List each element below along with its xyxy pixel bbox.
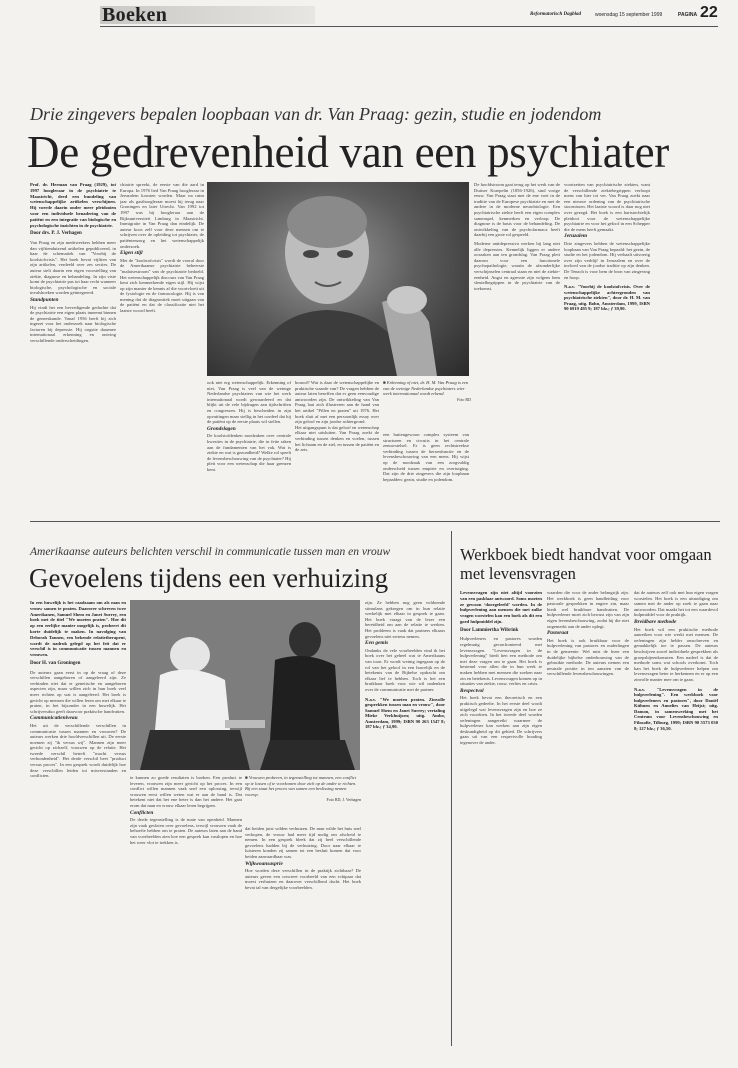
article3-body-p1b: Het boek bevat een theoretisch en een praktisch gedeelte. In het eerste deel wordt uitgelegd wat levensvragen zijn en hoe ze zich voordoen. In het tweede deel worden oefeningen aangereikt waarmee de hulpverlener kan werken aan zijn eigen deskundigheid op dit gebied. De schrijvers gaan uit van een respectvolle houding tegenover de ander. [460, 695, 542, 746]
article1-body-p2b: Met de "koolstofcrisis" wordt de vooral door de Amerikaanse psychiatrie beheerste "malaisestroom" van de psychiatrie bedoeld. Het wetenschappelijk discours van Van Praag kent zich kenmerkende eigen stijl. Hij wijst op zijn manier de kennis af die voortvloeit uit de fysiologie en de farmacologie. Hij is van mening dat de diagnostiek moet uitgaan van de patiënt en dat de classificatie niet het laatste woord heeft. [120, 257, 204, 314]
article2-caption-text: Vrouwen proberen, in tegenstelling tot mannen, een conflict op te lossen of te voorkomen door zich op de ander te richten. Bij een staat het proces van samen een beslissing nemen voorop. [245, 775, 357, 797]
article1-col1 [30, 182, 116, 512]
article1-subhead-2: Eigen stijl [120, 250, 143, 257]
article2-body-p1b: Het uit de verschillende verschillen in communicatie tussen mannen en vrouwen? De auteurs werken drie hoofdverschillen uit. De eerste noemen zij "ik versus wij". Mannen zijn meer gericht op zichzelf, vrouwen op de relatie. Het tweede verschil betreft "macht versus verbondenheid". Het derde verschil heet "product versus proces". In een gesprek wordt duidelijk hoe deze verschillen leiden tot misverstanden en conflicten. [30, 722, 126, 779]
article2-photo-credit: Foto RD, J. Verhagen [326, 797, 361, 803]
article1-kicker: Drie zingevers bepalen loopbaan van dr. Van Praag: gezin, studie en jodendom [30, 104, 602, 124]
masthead [100, 0, 718, 24]
article2-body-p2b: De derde tegenstelling is de mate van openheid. Mannen zijn vaak gesloten over gevoelens, terwijl vrouwen vaak de behoefte hebben om te praten. De auteurs laten aan de hand van voorbeelden zien hoe een gesprek kan vastlopen en hoe het weer vlot te trekken is. [130, 817, 242, 845]
article1-col4 [295, 380, 379, 512]
article1-body-p1: Van Praag en zijn medewerkers hebben meer dan vijftienduizend artikelen gepubliceerd, in haar de schematiek van "Voorbij de koolstofcrisis". Het boek bevat vijftien van zijn artikelen, verdeeld over zes secties. De auteur stelt daarin een eigen voorstelling van ziekte, diagnose en behandeling. In zijn visie komt de psychiatrie pas tot haar recht wanneer biologische, psychologische en sociale invalshoeken worden geïntegreerd. [30, 239, 116, 296]
article1-body-p1b: Hij vindt het een bevredigende gedachte dat de psychiatrie een eigen plaats inneemt binnen de geneeskunde. Vanaf 1956 heeft hij zich ingezet voor het onderzoek naar biologische factoren bij depressie. Hij oogstte daarmee internationaal erkenning en ontving verschillende onderscheidingen. [30, 304, 116, 344]
article3-subhead-2: Pastoraat [547, 630, 569, 637]
article3-byline: Door Lammiertha Wibrink [460, 627, 519, 633]
article1-body-p7b: Drie zingevers hebben de wetenschappelijke loopbaan van Van Praag bepaald: het gezin, de studie en het jodendom. Hij verhaalt uitvoerig over zijn verblijf in Jeruzalem en over de invloed van de joodse traditie op zijn denken. De Tenach is voor hem de bron van zingeving en hoop. [564, 240, 650, 280]
caption-bullet-icon-2: ■ [245, 775, 249, 780]
divider-horizontal [30, 521, 720, 522]
article3-col2 [547, 590, 629, 1045]
article3-source: N.a.v. "Levensvragen in de hulpverlening". Een werkboek voor hulpverleners en pastores", door Daniël Kühnen en Annelies van Heijst; uitg. Damon, in samenwerking met het Centrum voor Levensbeschouwing en Filosofie, Tilburg, 1999; ISBN 90 5573 030 8; 127 blz.; ƒ 36,50. [634, 686, 718, 731]
article2-source: N.a.v. "We moeten praten. Zinvolle gesprekken tussen man en vrouw", door Samuel Shem en Janet Surrey; vertaling Mieke Verkhuijsen; uitg. Ambo, Amsterdam, 1999; ISBN 90 263 1547 8; 187 blz.; ƒ 34,90. [365, 696, 445, 730]
article2-body-p4b: Ondanks de vele voorbeelden vind ik het boek over het geheel wat te Amerikaans van toon. Er wordt weinig ingegaan op de rol van het geloof in een huwelijk en de betekenis van de Bijbelse opdracht om elkaar lief te hebben. Toch is het een bruikbaar boek voor wie wil nadenken over de communicatie met de partner. [365, 647, 445, 692]
article1-body-p5: een buitengewoon complex systeem van structuren en circuits in het centrale zenuwstelsel. Er is geen rechtstreekse verbinding tussen de hersenfunctie en de levensbeschouwing van een mens. Hij wijst op de noodzaak van een zorgvuldig onderscheid tussen empirie en overtuiging. Dat zijn de drie zingevers die zijn loopbaan bepaalden: gezin, studie en jodendom. [383, 432, 469, 482]
article1-caption-text: Erkenning of niet, dr. H. M. Van Praag is een van de weinige Nederlandse psychiaters wier werk internationaal wordt erkend. [383, 380, 469, 397]
caption-bullet-icon: ■ [383, 380, 387, 385]
article3-col1 [460, 590, 542, 1045]
article1-body-p2: chiatrie spreekt, de eerste van die aard in Europa. In 1976 lied Van Praag hoogleraar in Jeruzalem koosten worden. Maar na ruim jaar als gasthoogleraar moest hij terug naar Groningen en later Utrecht. Van 1992 tot 1997 was hij hoogleraar aan de Rijksuniversiteit Limburg in Maastricht. Immigratie in Van Praag dan eindelijk. De auteur koos zelf voor deze mensen om te schrijven over de opleiding tot psychiater, de patiëntenzorg en het wetenschappelijk onderzoek. [120, 182, 204, 249]
article1-headline: De gedrevenheid van een psychiater [27, 127, 669, 177]
article3-headline: Werkboek biedt handvat voor omgaan met levensvragen [460, 545, 712, 583]
article3-subhead-3: Breidbare methode [634, 618, 677, 625]
article2-col1 [30, 600, 126, 1045]
couple-illustration [130, 600, 360, 770]
article2-body-p4: zijn. Ze hebben nog geen voldoende stimulans gekregen om in hun relatie werkelijk met elkaar in gesprek te gaan. Het boek vraagt van de lezer een bereidheid om aan de relatie te werken. Het probleem is vaak dat partners elkaars gevoelens niet serieus nemen. [365, 600, 445, 639]
article1-subhead-3: Grondslagen [207, 425, 236, 432]
article2-body-p1: De auteurs gaan eerst in op de vraag of deze verschillen aangeboren of aangeleerd zijn. Ze verbinden niet dat er genetische en aangeboren aspecten zijn, maar willen zich in hun boek veel meer richten op wat is aangeleerd. Het boek is gericht op mensen die willen leren om met elkaar te praten, in het bijzonder in een huwelijk. Het schrijversduo geeft daarvoor praktische handvatten. [30, 669, 126, 714]
article2-lead: In een huwelijk is het raadzaam om als man en vrouw samen te praten. Daarover schreven twee Amerikanen, Samuel Shem en Janet Surrey, een boek met de titel "We moeten praten". Hoe dit op een eerlijke manier mogelijk is, probeert dit korte duidelijk te maken. In navolging van Deborah Tannen, een bekende relatietherapeut, wordt de nadruk gelegd op het feit dat er verschil is in communicatie tussen mannen en vrouwen. [30, 600, 126, 658]
article2-subhead-2: Conflicten [130, 809, 154, 816]
article1-col3 [207, 380, 291, 512]
article1-body-p4: bouwd? Wat is daar de wetenschappelijke en praktische waarde van? De vragen hebben de auteur laten beseffen dat er geen eenvoudige antwoorden zijn. De ontwikkeling van Van Praag laat zich illustreren aan de hand van het artikel "Pillen en praten" uit 1976. Het boek sluit af met een persoonlijk essay over zijn geloof en zijn joodse achtergrond. [295, 380, 379, 425]
article2-col4 [365, 600, 445, 1045]
article2-subhead-1: Communicatieniveau [30, 715, 78, 722]
article3-body-p2b: Het boek is ook bruikbaar voor de hulpverlening van pastores en ouderlingen in de gemeente. Wel mist de lezer een duidelijke bijbelse onderbouwing van de gebruikte methode. De auteurs nemen een neutrale positie in ten aanzien van de verschillende levensbeschouwingen. [547, 637, 629, 677]
article2-body-p3b: Hoe worden deze verschillen in de praktijk zichtbaar? De auteurs geven een concreet voorbeeld van een echtpaar dat moest verhuizen en daarover verschillend dacht. Het boek bevat tal van dergelijke voorbeelden. [245, 868, 361, 890]
article1-col5 [383, 432, 469, 512]
article1-col7 [564, 182, 650, 512]
article3-body-p1: Hulpverleners en pastores worden regelmatig geconfronteerd met levensvragen. "Levensvragen in de hulpverlening" biedt hen een methode om met deze vragen om te gaan. Het boek is bestemd voor allen die in hun werk te maken hebben met mensen die zoeken naar zin en betekenis. Levensvragen komen op in situaties van ziekte, rouw, verlies en crisis. [460, 636, 542, 687]
portrait-illustration [207, 182, 469, 376]
article1-col6 [474, 182, 560, 512]
article2-body-p2: te kunnen zo goede resultaten is boeken. Een product te leveren, vrouwen zijn meer gericht op het proces. In een conflict willen mannen vaak snel een oplossing, terwijl vrouwen eerst willen weten wat er aan de hand is. Dat betekent niet dat het ene beter is dan het andere. Het gaat erom dat man en vrouw elkaar leren begrijpen. [130, 775, 242, 808]
article3-subhead-1: Respectvol [460, 687, 484, 694]
article1-caption [383, 380, 471, 430]
article1-body-p6: De hoofdstroom gaat terug op het werk van de Duitser Kraepelin (1856-1926), sind vorige eeuw. Van Praag staat met de ene voet in de traditie van de Europese psychiatrie en met de andere in de moderne neurobiologie. Een psychiatrische ziekte heeft een eigen complex samenspel, kenmerken en verloop. De diagnose is de basis voor de behandeling. De ontwikkeling van de psychofarmaca heeft daarbij een grote rol gespeeld. [474, 182, 560, 238]
article3-body-p3b: Het boek wil een praktische methode aanreiken voor wie werkt met mensen. De oefeningen zijn helder omschreven en gemakkelijk toe te passen. De auteurs beschrijven zowel individuele gesprekken als groepsbijeenkomsten. Een nadeel is dat de methode soms wat schools overkomt. Toch kan het boek de hulpverlener helpen om levensvragen beter te herkennen en er op een zinvolle manier mee om te gaan. [634, 626, 718, 682]
article1-body-p3: ook niet erg wetenschappelijk. Erkenning of niet, Van Praag is veel van de weinige Nederlandse psychiaters van wie het werk internationaal wordt gewaardeerd en dat blijkt uit de vele bijdragen aan tijdschriften en congressen. Hij is bescheiden in zijn opvattingen maar stellig in het oordeel dat hij de patiënt op de eerste plaats wil stellen. [207, 380, 291, 425]
article1-col2 [120, 182, 204, 512]
article2-caption [245, 775, 361, 823]
article1-lead: Prof. dr. Herman van Praag (1929), tot 1997 hoogleraar in de psychiatrie te Maastricht, deed een bundeling van wetenschappelijke artikelen verschijnen. Hij voerde daarin onder meer pleidooien voor een individuele benadering van de patiënt en een integratie van biologische en psychologische inzichten in de psychiatrie. [30, 182, 116, 228]
paper-name: Reformatorisch Dagblad [530, 12, 581, 17]
issue-date: woensdag 15 september 1999 [595, 12, 663, 18]
article1-subhead-1: Standpunten [30, 296, 59, 303]
article1-photo-credit: Foto RD [457, 396, 471, 402]
article2-body-p3: dat beiden juist wilden verhuizen. De man wilde het huis snel verkopen, de vrouw had meer tijd nodig om afscheid te nemen. In een gesprek bleek dat zij heel verschillende gevoelens hadden bij de verhuizing. Door naar elkaar te luisteren konden zij samen tot een besluit komen dat voor beiden aanvaardbaar was. [245, 826, 361, 859]
article2-headline: Gevoelens tijdens een verhuizing [29, 563, 389, 593]
psychiatrist-photo [207, 182, 469, 376]
article1-subhead-4: Jeruzalem [564, 233, 588, 240]
article3-body-p3: dat de auteurs zelf ook met hun eigen vragen worstelen. Het boek is een uitnodiging om samen met de ander op zoek te gaan naar antwoorden. Dat maakt het tot een waardevol hulpmiddel voor de praktijk. [634, 590, 718, 618]
article3-col3 [634, 590, 718, 1045]
page-label: PAGINA [678, 12, 698, 18]
divider-vertical [451, 531, 452, 1046]
article3-lead: Levensvragen zijn niet altijd voorzien van een pasklaar antwoord. Soms moeten ze gewoon ‘doorgeleefd’ worden. In de hulpverlening aan mensen die met zulke vragen worstelen kan een boek als dit een goed hulpmiddel zijn. [460, 590, 542, 624]
article2-col2 [130, 775, 242, 1045]
article3-body-p2: waarden die voor de ander belangrijk zijn. Het werkboek is geen handleiding voor pastorale gesprekken in engere zin, maar biedt wel bruikbare handvatten. De hulpverlener moet zich bewust zijn van zijn eigen levensbeschouwing, zodat hij die niet ongemerkt aan de ander oplegt. [547, 590, 629, 629]
article1-source: N.a.v. "Voorbij de koolstofcrisis. Over de wetenschappelijke achtergronden van psychiatrische ziekten", door dr. H. M. van Praag, uitg. Bohn, Amsterdam, 1999, ISBN 90 6919 495 9; 187 blz.; ƒ 39,90. [564, 284, 650, 312]
article1-byline: Door drs. P. J. Verhagen [30, 231, 82, 237]
article2-subhead-3: Wijkwoansasprie [245, 860, 283, 867]
article2-byline: Door H. van Groningen [30, 660, 81, 666]
article1-body-p6b: Moderne antidepressiva werken bij lang niet alle depressies. Kennelijk liggen er andere oorzaken aan ten grondslag. Van Praag pleit daarom voor een functionele psychopathologie, waarin de afzonderlijke verschijnselen centraal staan en niet de ziekte-eenheid. Angst en agressie zijn volgens hem sleutelbegrippen in de psychiatrie van de toekomst. [474, 240, 560, 291]
section-title: Boeken [102, 4, 168, 26]
article2-subhead-4: Een gemis [365, 640, 389, 647]
couple-photo [130, 600, 360, 770]
article2-kicker: Amerikaanse auteurs belichten verschil in communicatie tussen man en vrouw [30, 546, 391, 558]
page-number: 22 [700, 4, 718, 21]
article1-body-p7: voortzetten van psychiatrische ziekten, want de verschillende ziektebegrippen verloopt mens van hier tot ver. Van Praag zoekt naar een nieuwe ordening van de psychiatrische stoornissen. Het laatste woord is daar nog niet over gezegd. Het boek is een hartstochtelijk pleidooi voor de wetenschappelijke psychiatrie en voor het geloof in een Schepper die de mens heeft gemaakt. [564, 182, 650, 232]
article1-body-p4b: Het uitgangspunt is dat geloof en wetenschap elkaar niet uitsluiten. Van Praag zoekt de verbinding tussen denken en voelen, tussen het lichaam en de ziel, en tussen de patiënt en de arts. [295, 424, 379, 453]
article2-col3 [245, 826, 361, 1045]
article1-body-p3b: De koolstofdenken noodzaken over centrale kwesties in de psychiatrie, die in feite raken aan de fundamenten van het vak. Wat is ziekte en wat is gezondheid? Welke rol speelt de levensbeschouwing van de psychiater? Hij pleit voor een wetenschap die haar grenzen kent. [207, 433, 291, 472]
masthead-rule [100, 26, 718, 27]
